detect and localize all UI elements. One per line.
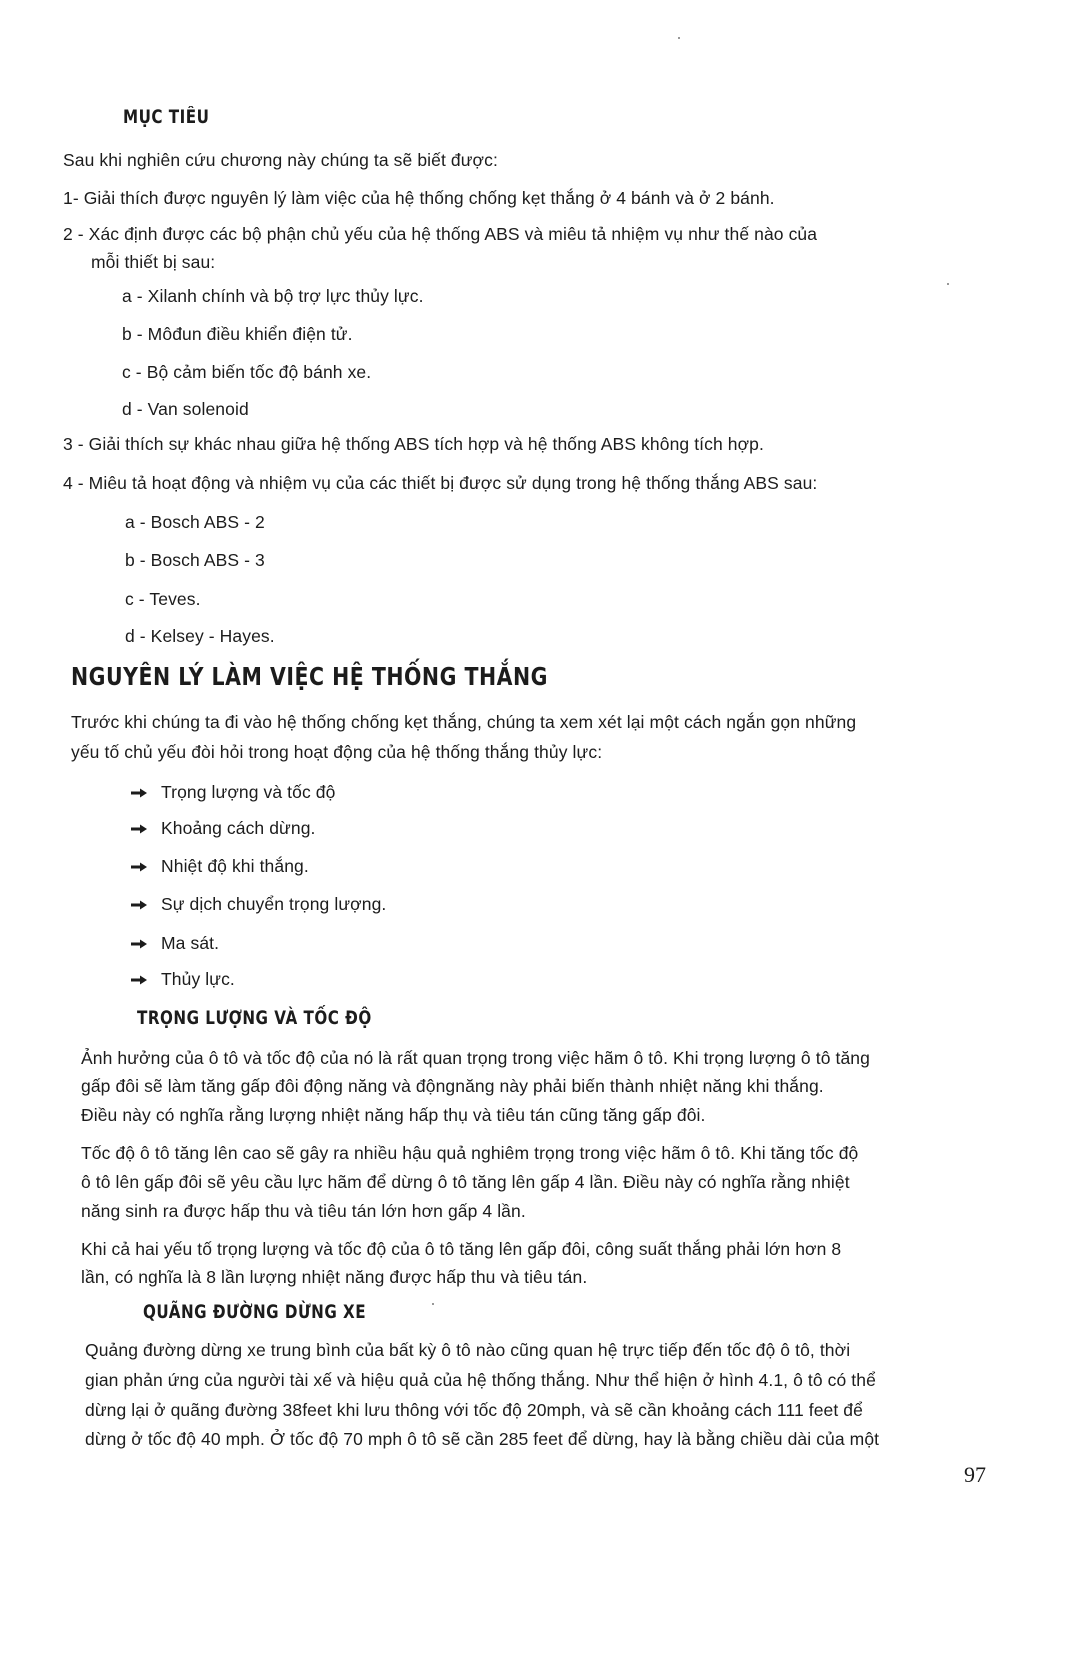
objectives-item-3: 3 - Giải thích sự khác nhau giữa hệ thống ABS tích hợp và hệ thống ABS không tích hợp. bbox=[63, 434, 764, 454]
arrow-bullet-icon bbox=[131, 939, 147, 949]
weight-speed-para3-line: Khi cả hai yếu tố trọng lượng và tốc độ của ô tô tăng lên gấp đôi, công suất thắng phải lớn hơn 8 bbox=[81, 1239, 842, 1259]
scan-speck bbox=[432, 1303, 434, 1305]
objectives-item-2-cont: mỗi thiết bị sau: bbox=[91, 252, 216, 272]
bullet-item bbox=[131, 856, 309, 877]
arrow-bullet-icon bbox=[131, 824, 147, 834]
objectives-item-4-sub: d - Kelsey - Hayes. bbox=[125, 626, 275, 646]
page-number: 97 bbox=[964, 1462, 986, 1487]
scan-speck bbox=[947, 283, 949, 285]
weight-speed-heading: TRỌNG LƯỢNG VÀ TỐC ĐỘ bbox=[137, 1008, 372, 1029]
bullet-label: Ma sát. bbox=[161, 933, 220, 953]
stopping-para-line: gian phản ứng của người tài xế và hiệu quả của hệ thống thắng. Như thể hiện ở hình 4.1, ô tô có thể bbox=[85, 1370, 876, 1390]
bullet-label: Nhiệt độ khi thắng. bbox=[161, 856, 309, 876]
stopping-heading: QUÃNG ĐƯỜNG DỪNG XE bbox=[143, 1302, 367, 1323]
bullet-label: Sự dịch chuyển trọng lượng. bbox=[161, 894, 387, 914]
weight-speed-para3-line: lần, có nghĩa là 8 lần lượng nhiệt năng được hấp thu và tiêu tán. bbox=[81, 1267, 588, 1287]
bullet-label: Trọng lượng và tốc độ bbox=[161, 782, 336, 802]
objectives-item-4-sub: b - Bosch ABS - 3 bbox=[125, 550, 265, 570]
objectives-item-2-sub: a - Xilanh chính và bộ trợ lực thủy lực. bbox=[122, 286, 424, 306]
objectives-heading: MỤC TIÊU bbox=[123, 107, 210, 128]
arrow-bullet-icon bbox=[131, 862, 147, 872]
arrow-bullet-icon bbox=[131, 975, 147, 985]
weight-speed-para1-line: gấp đôi sẽ làm tăng gấp đôi động năng và độngnăng này phải biến thành nhiệt năng khi thắng. bbox=[81, 1076, 824, 1096]
scan-speck bbox=[678, 37, 680, 39]
objectives-item-2-sub: d - Van solenoid bbox=[122, 399, 249, 419]
objectives-item-4-sub: c - Teves. bbox=[125, 589, 201, 609]
objectives-item-4: 4 - Miêu tả hoạt động và nhiệm vụ của các thiết bị được sử dụng trong hệ thống thắng ABS sau: bbox=[63, 473, 818, 493]
weight-speed-para1-line: Ảnh hưởng của ô tô và tốc độ của nó là rất quan trọng trong việc hãm ô tô. Khi trọng lượng ô tô tăng bbox=[81, 1048, 870, 1068]
arrow-bullet-icon bbox=[131, 788, 147, 798]
principle-intro: Trước khi chúng ta đi vào hệ thống chống kẹt thắng, chúng ta xem xét lại một cách ngắn gọn những bbox=[71, 712, 857, 732]
stopping-para-line: Quảng đường dừng xe trung bình của bất kỳ ô tô nào cũng quan hệ trực tiếp đến tốc độ ô tô, thời bbox=[85, 1340, 851, 1360]
weight-speed-para2-line: ô tô lên gấp đôi sẽ yêu cầu lực hãm để dừng ô tô tăng lên gấp 4 lần. Điều này có nghĩa rằng nhiệt bbox=[81, 1172, 850, 1192]
weight-speed-para2-line: Tốc độ ô tô tăng lên cao sẽ gây ra nhiều hậu quả nghiêm trọng trong việc hãm ô tô. Khi tăng tốc độ bbox=[81, 1143, 859, 1163]
weight-speed-para1-line: Điều này có nghĩa rằng lượng nhiệt năng hấp thụ và tiêu tán cũng tăng gấp đôi. bbox=[81, 1105, 706, 1125]
principle-heading: NGUYÊN LÝ LÀM VIỆC HỆ THỐNG THẮNG bbox=[71, 662, 548, 691]
objectives-item-2-sub: c - Bộ cảm biến tốc độ bánh xe. bbox=[122, 362, 372, 382]
objectives-item-2-sub: b - Môđun điều khiển điện tử. bbox=[122, 324, 353, 344]
arrow-bullet-icon bbox=[131, 900, 147, 910]
bullet-item bbox=[131, 818, 316, 839]
bullet-item bbox=[131, 933, 219, 954]
objectives-item-4-sub: a - Bosch ABS - 2 bbox=[125, 512, 265, 532]
objectives-intro: Sau khi nghiên cứu chương này chúng ta sẽ biết được: bbox=[63, 150, 498, 170]
bullet-item bbox=[131, 969, 235, 990]
bullet-label: Khoảng cách dừng. bbox=[161, 818, 316, 838]
bullet-label: Thủy lực. bbox=[161, 969, 235, 989]
bullet-item bbox=[131, 894, 386, 915]
stopping-para-line: dừng ở tốc độ 40 mph. Ở tốc độ 70 mph ô tô sẽ cần 285 feet để dừng, hay là bằng chiều dài của một bbox=[85, 1429, 880, 1449]
stopping-para-line: dừng lại ở quãng đường 38feet khi lưu thông với tốc độ 20mph, và sẽ cần khoảng cách 111 feet để bbox=[85, 1400, 863, 1420]
objectives-item-2: 2 - Xác định được các bộ phận chủ yếu của hệ thống ABS và miêu tả nhiệm vụ như thế nào của bbox=[63, 224, 818, 244]
weight-speed-para2-line: năng sinh ra được hấp thu và tiêu tán lớn hơn gấp 4 lần. bbox=[81, 1201, 526, 1221]
principle-intro-cont: yếu tố chủ yếu đòi hỏi trong hoạt động của hệ thống thắng thủy lực: bbox=[71, 742, 603, 762]
bullet-item bbox=[131, 782, 335, 803]
objectives-item-1: 1- Giải thích được nguyên lý làm việc của hệ thống chống kẹt thắng ở 4 bánh và ở 2 bánh. bbox=[63, 188, 775, 208]
